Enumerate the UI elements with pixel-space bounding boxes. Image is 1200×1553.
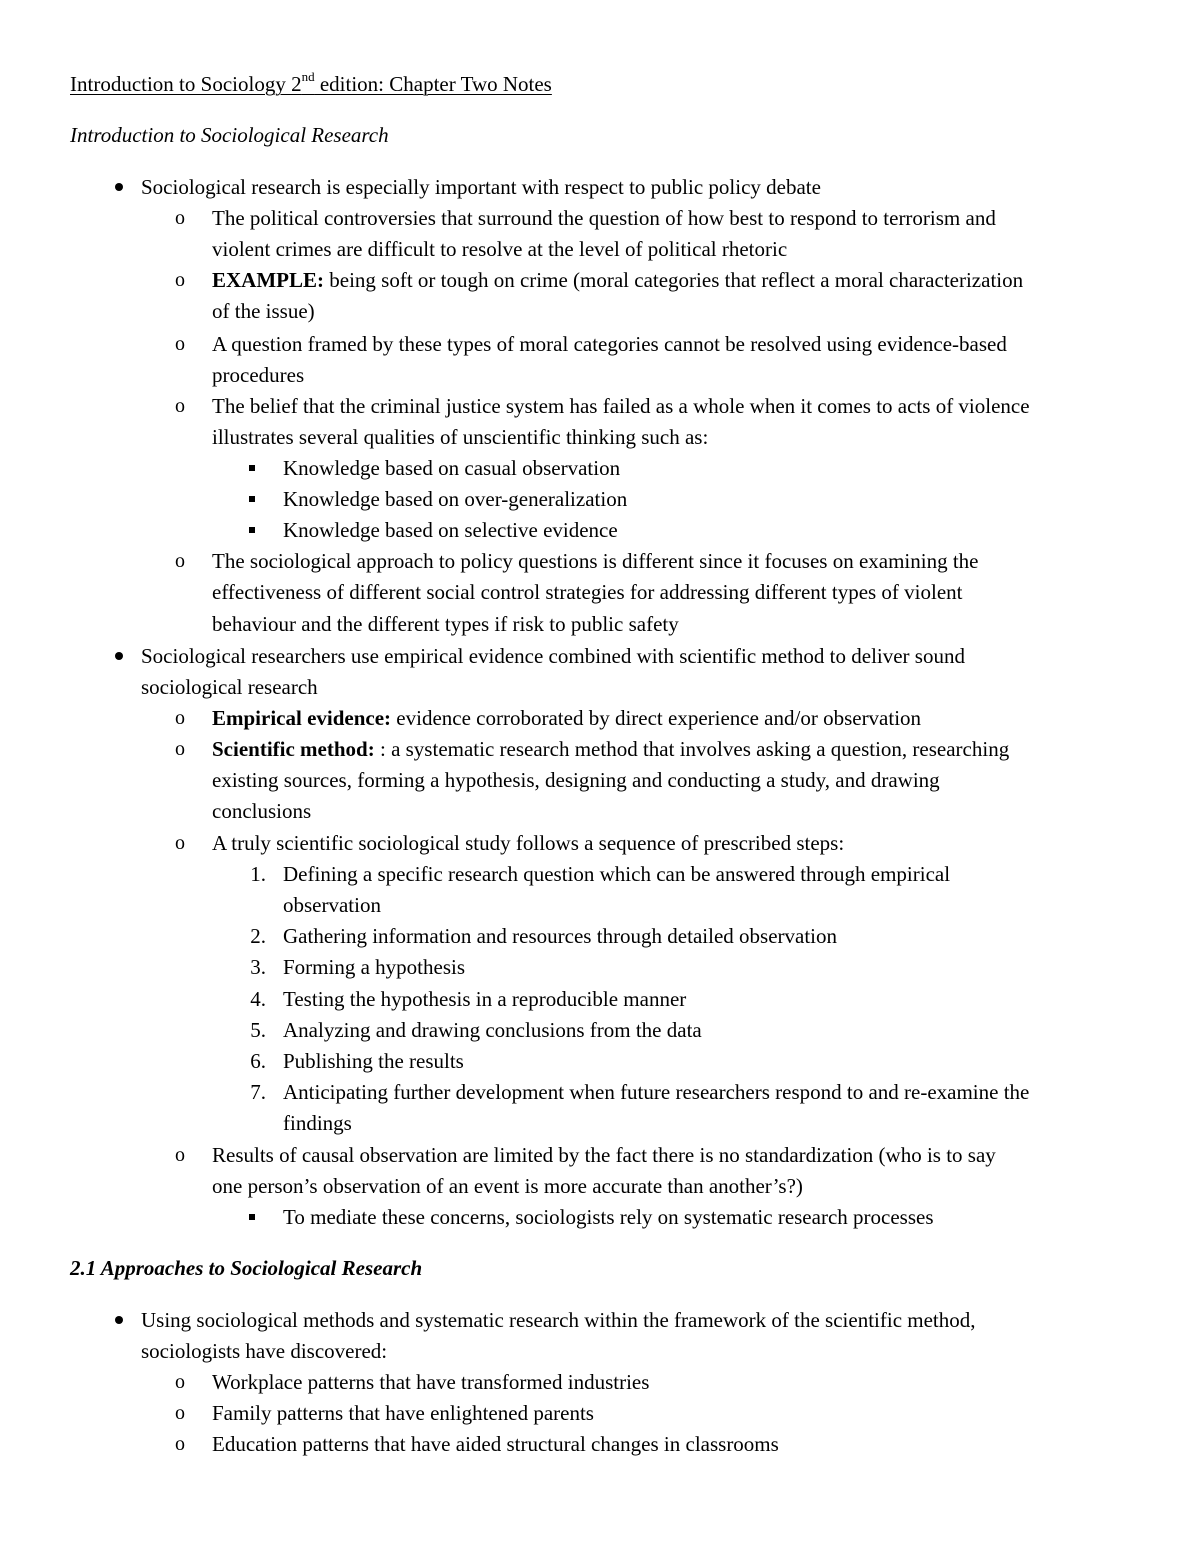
list-item: The political controversies that surround the question of how best to respond to terrorism and bbox=[212, 206, 996, 230]
sub-bullet-marker: o bbox=[175, 1144, 185, 1166]
bullet-dot bbox=[115, 183, 123, 191]
sub-bullet-marker: o bbox=[175, 738, 185, 760]
step-number: 3. bbox=[250, 955, 266, 979]
list-item: Knowledge based on selective evidence bbox=[283, 518, 618, 542]
list-item: A question framed by these types of moral categories cannot be resolved using evidence-based bbox=[212, 332, 1007, 356]
step-item: Anticipating further development when future researchers respond to and re-examine the bbox=[283, 1080, 1030, 1104]
list-item-text: being soft or tough on crime (moral categories that reflect a moral characterization bbox=[324, 268, 1024, 292]
list-item: Sociological researchers use empirical evidence combined with scientific method to deliver sound bbox=[141, 644, 965, 668]
step-item: Forming a hypothesis bbox=[283, 955, 465, 979]
section-heading-approaches: 2.1 Approaches to Sociological Research bbox=[70, 1256, 423, 1280]
step-number: 2. bbox=[250, 924, 266, 948]
list-item bbox=[212, 708, 921, 729]
list-item-continuation: sociological research bbox=[141, 675, 318, 699]
list-item: Using sociological methods and systematic research within the framework of the scientific method, bbox=[141, 1308, 976, 1332]
sub-bullet-marker: o bbox=[175, 1371, 185, 1393]
sub-bullet-marker: o bbox=[175, 1402, 185, 1424]
list-item-continuation: existing sources, forming a hypothesis, designing and conducting a study, and drawing bbox=[212, 768, 940, 792]
list-item bbox=[212, 270, 1023, 291]
square-bullet bbox=[249, 496, 255, 502]
sub-bullet-marker: o bbox=[175, 333, 185, 355]
sub-bullet-marker: o bbox=[175, 395, 185, 417]
square-bullet bbox=[249, 465, 255, 471]
document-title bbox=[70, 69, 552, 96]
title-text-rest: edition: Chapter Two Notes bbox=[314, 72, 552, 96]
list-item bbox=[212, 739, 1009, 760]
list-item: To mediate these concerns, sociologists rely on systematic research processes bbox=[283, 1205, 934, 1229]
list-item: Results of causal observation are limited by the fact there is no standardization (who is to say bbox=[212, 1143, 996, 1167]
sub-bullet-marker: o bbox=[175, 269, 185, 291]
step-item-continuation: findings bbox=[283, 1111, 352, 1135]
step-number: 6. bbox=[250, 1049, 266, 1073]
list-item-continuation: procedures bbox=[212, 363, 305, 387]
list-item-text: : a systematic research method that involves asking a question, researching bbox=[374, 737, 1010, 761]
list-item-continuation: one person’s observation of an event is more accurate than another’s?) bbox=[212, 1174, 803, 1198]
step-number: 5. bbox=[250, 1018, 266, 1042]
square-bullet bbox=[249, 1214, 255, 1220]
title-text: Introduction to Sociology 2 bbox=[70, 72, 302, 96]
sub-bullet-marker: o bbox=[175, 207, 185, 229]
sub-bullet-marker: o bbox=[175, 832, 185, 854]
bullet-dot bbox=[115, 1316, 123, 1324]
step-item: Gathering information and resources through detailed observation bbox=[283, 924, 837, 948]
list-item-continuation: violent crimes are difficult to resolve at the level of political rhetoric bbox=[212, 237, 788, 261]
list-item: Knowledge based on over-generalization bbox=[283, 487, 628, 511]
square-bullet bbox=[249, 527, 255, 533]
step-item: Testing the hypothesis in a reproducible manner bbox=[283, 987, 687, 1011]
step-item-continuation: observation bbox=[283, 893, 381, 917]
bold-term: EXAMPLE: bbox=[212, 268, 324, 292]
list-item: Education patterns that have aided structural changes in classrooms bbox=[212, 1432, 779, 1456]
list-item-continuation: behaviour and the different types if risk to public safety bbox=[212, 612, 679, 636]
list-item-continuation: illustrates several qualities of unscientific thinking such as: bbox=[212, 425, 709, 449]
step-number: 1. bbox=[250, 862, 266, 886]
section-heading-intro: Introduction to Sociological Research bbox=[70, 123, 389, 147]
list-item: A truly scientific sociological study follows a sequence of prescribed steps: bbox=[212, 831, 845, 855]
step-item: Analyzing and drawing conclusions from the data bbox=[283, 1018, 702, 1042]
sub-bullet-marker: o bbox=[175, 550, 185, 572]
list-item-continuation: of the issue) bbox=[212, 299, 315, 323]
list-item: The belief that the criminal justice system has failed as a whole when it comes to acts of violence bbox=[212, 394, 1030, 418]
list-item: Family patterns that have enlightened parents bbox=[212, 1401, 594, 1425]
bold-term: Scientific method: bbox=[212, 737, 375, 761]
list-item: The sociological approach to policy questions is different since it focuses on examining the bbox=[212, 549, 979, 573]
list-item: Workplace patterns that have transformed industries bbox=[212, 1370, 650, 1394]
bold-term: Empirical evidence: bbox=[212, 706, 392, 730]
title-superscript: nd bbox=[301, 69, 315, 84]
list-item-continuation: conclusions bbox=[212, 799, 312, 823]
list-item: Sociological research is especially important with respect to public policy debate bbox=[141, 175, 821, 199]
list-item: Knowledge based on casual observation bbox=[283, 456, 621, 480]
list-item-continuation: effectiveness of different social control strategies for addressing different types of violent bbox=[212, 580, 963, 604]
bullet-dot bbox=[115, 652, 123, 660]
sub-bullet-marker: o bbox=[175, 707, 185, 729]
step-number: 4. bbox=[250, 987, 266, 1011]
list-item-continuation: sociologists have discovered: bbox=[141, 1339, 388, 1363]
list-item-text: evidence corroborated by direct experience and/or observation bbox=[391, 706, 922, 730]
step-item: Defining a specific research question which can be answered through empirical bbox=[283, 862, 951, 886]
sub-bullet-marker: o bbox=[175, 1433, 185, 1455]
step-item: Publishing the results bbox=[283, 1049, 464, 1073]
step-number: 7. bbox=[250, 1080, 266, 1104]
